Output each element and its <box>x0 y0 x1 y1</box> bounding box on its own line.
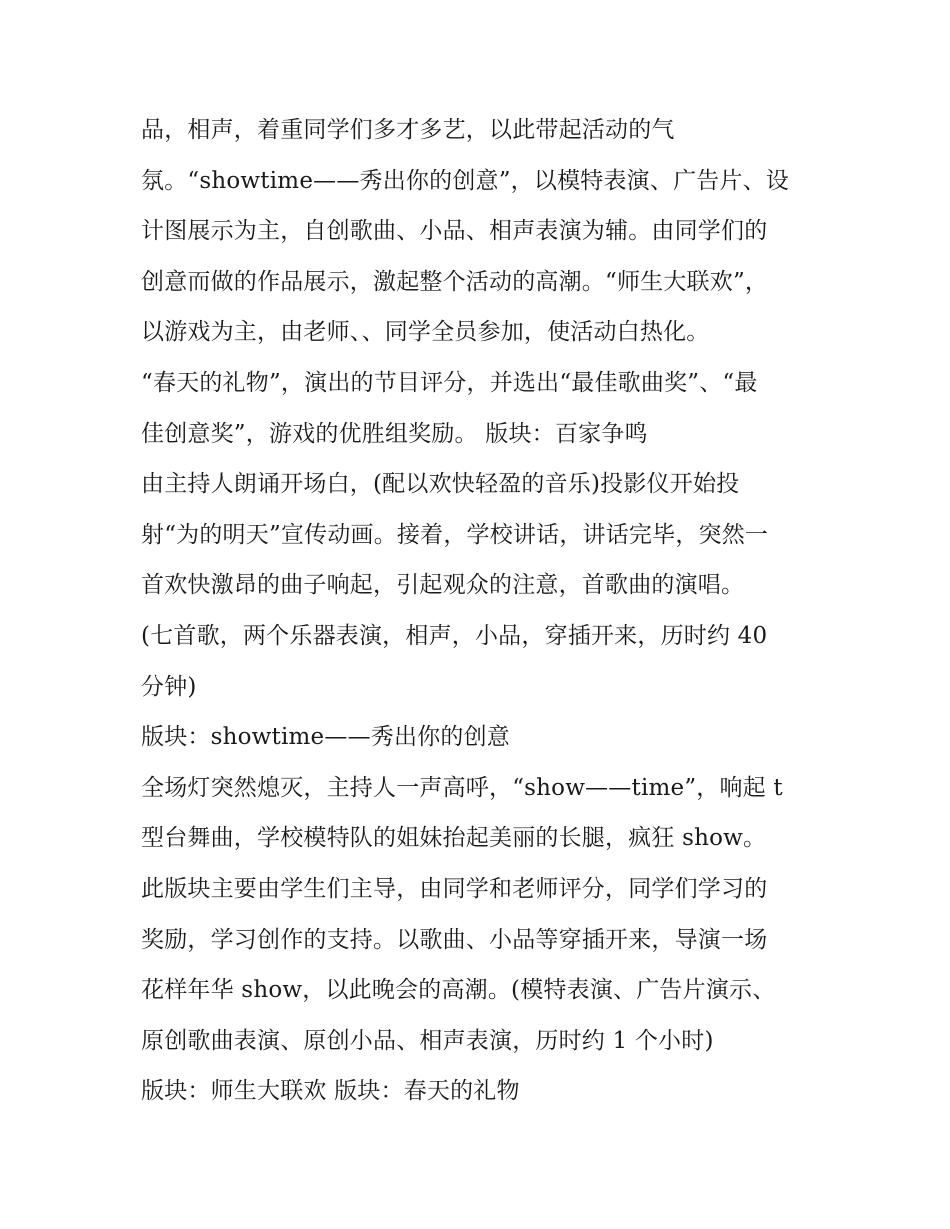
text-line: “春天的礼物”，演出的节目评分，并选出“最佳歌曲奖”、“最 <box>141 369 758 396</box>
text-line: 此版块主要由学生们主导，由同学和老师评分，同学们学习的 <box>141 875 768 902</box>
text-line: 佳创意奖”，游戏的优胜组奖励。 版块：百家争鸣 <box>141 420 648 447</box>
text-line: 分钟) <box>141 673 197 700</box>
section-heading: 版块：师生大联欢 版块：春天的礼物 <box>141 1078 520 1105</box>
text-line: 花样年华 show，以此晚会的高潮。(模特表演、广告片演示、 <box>141 977 776 1004</box>
text-line: 原创歌曲表演、原创小品、相声表演，历时约 1 个小时) <box>141 1027 714 1054</box>
text-line: 型台舞曲，学校模特队的姐妹抬起美丽的长腿，疯狂 show。 <box>141 825 767 852</box>
text-line: 由主持人朗诵开场白，(配以欢快轻盈的音乐)投影仪开始投 <box>141 471 740 498</box>
text-line: 创意而做的作品展示，激起整个活动的高潮。“师生大联欢”， <box>141 268 769 295</box>
text-line: 品，相声，着重同学们多才多艺，以此带起活动的气 <box>141 117 675 143</box>
text-line: (七首歌，两个乐器表演，相声，小品，穿插开来，历时约 40 <box>141 622 768 649</box>
text-line: 射“为的明天”宣传动画。接着，学校讲话，讲话完毕，突然一 <box>141 521 769 548</box>
text-line: 全场灯突然熄灭，主持人一声高呼，“show——time”，响起 t <box>141 774 783 801</box>
text-line: 以游戏为主，由老师、、同学全员参加，使活动白热化。 <box>141 319 710 346</box>
text-line: 奖励，学习创作的支持。以歌曲、小品等穿插开来，导演一场 <box>141 926 768 953</box>
body-text <box>141 105 821 1117</box>
section-heading: 版块：showtime——秀出你的创意 <box>141 724 510 751</box>
text-line: 计图展示为主，自创歌曲、小品、相声表演为辅。由同学们的 <box>141 218 768 245</box>
text-line: 首欢快激昂的曲子响起，引起观众的注意，首歌曲的演唱。 <box>141 572 745 599</box>
text-line: 氛。“showtime——秀出你的创意”，以模特表演、广告片、设 <box>141 167 790 194</box>
